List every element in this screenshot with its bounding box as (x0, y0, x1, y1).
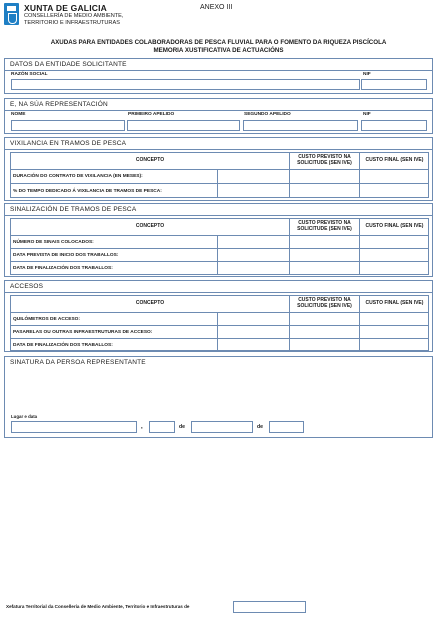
final-cost-header: CUSTO FINAL (SEN IVE) (359, 153, 429, 169)
day-field[interactable] (149, 421, 175, 433)
row-value-field[interactable] (217, 326, 289, 338)
final-cost-field[interactable] (359, 313, 429, 325)
representative-section-title: E, NA SÚA REPRESENTACIÓN (10, 101, 108, 108)
planned-cost-header: CUSTO PREVISTO NA SOLICITUDE (SEN IVE) (289, 153, 359, 169)
access-table (10, 295, 429, 351)
year-field[interactable] (269, 421, 304, 433)
de-separator: de (257, 424, 264, 430)
planned-cost-field[interactable] (289, 326, 359, 338)
access-section-title: ACCESOS (10, 283, 44, 290)
second-surname-field[interactable] (243, 120, 358, 131)
concept-header: CONCEPTO (135, 300, 165, 307)
row-value-field[interactable] (217, 236, 289, 248)
table-row (11, 338, 428, 351)
second-surname-label: SEGUNDO APELIDO (244, 112, 291, 117)
final-cost-header: CUSTO FINAL (SEN IVE) (359, 296, 429, 312)
final-cost-field[interactable] (359, 249, 429, 261)
company-name-field[interactable] (11, 79, 360, 90)
document-subtitle: MEMORIA XUSTIFICATIVA DE ACTUACIÓNS (153, 47, 284, 54)
row-label: PASARELAS OU OUTRAS INFRAESTRUTURAS DE ACCESO: (13, 329, 153, 335)
de-separator: de (179, 424, 186, 430)
signage-section-title: SINALIZACIÓN DE TRAMOS DE PESCA (10, 206, 137, 213)
row-label: DURACIÓN DO CONTRATO DE VIXILANCIA (EN MESES): (13, 174, 143, 179)
planned-cost-header: CUSTO PREVISTO NA SOLICITUDE (SEN IVE) (289, 219, 359, 235)
department-name (24, 13, 123, 26)
table-row (11, 312, 428, 325)
entity-nif-label: NIF (363, 72, 371, 77)
department-line-1: CONSELLERÍA DE MEDIO AMBIENTE, (24, 13, 124, 19)
xunta-logo-icon (4, 3, 19, 25)
row-value-field[interactable] (217, 184, 289, 198)
first-surname-field[interactable] (127, 120, 240, 131)
representative-section (4, 98, 433, 134)
vigilance-section (4, 137, 433, 201)
table-row (11, 235, 428, 248)
planned-cost-field[interactable] (289, 249, 359, 261)
comma-separator: , (141, 424, 143, 430)
vigilance-section-title: VIXILANCIA EN TRAMOS DE PESCA (10, 140, 127, 147)
row-label: DATA DE FINALIZACIÓN DOS TRABALLOS: (13, 342, 113, 348)
table-header-row (11, 219, 428, 235)
territorial-office-field[interactable] (233, 601, 306, 613)
concept-header: CONCEPTO (135, 223, 165, 230)
table-header-row (11, 296, 428, 312)
row-label: NÚMERO DE SINAIS COLOCADOS: (13, 239, 94, 245)
access-section (4, 280, 433, 352)
table-row (11, 183, 428, 198)
entity-nif-field[interactable] (361, 79, 427, 90)
row-value-field[interactable] (217, 170, 289, 183)
planned-cost-header: CUSTO PREVISTO NA SOLICITUDE (SEN IVE) (289, 296, 359, 312)
row-value-field[interactable] (217, 339, 289, 351)
annex-label: ANEXO III (200, 4, 233, 11)
section-divider (5, 292, 432, 293)
row-value-field[interactable] (217, 313, 289, 325)
section-divider (5, 215, 432, 216)
row-value-field[interactable] (217, 262, 289, 275)
place-field[interactable] (11, 421, 137, 433)
final-cost-header: CUSTO FINAL (SEN IVE) (359, 219, 429, 235)
final-cost-field[interactable] (359, 339, 429, 351)
final-cost-field[interactable] (359, 326, 429, 338)
document-title: AXUDAS PARA ENTIDADES COLABORADORAS DE PESCA FLUVIAL PARA O FOMENTO DA RIQUEZA PISCÍCOLA (50, 39, 387, 46)
final-cost-field[interactable] (359, 170, 429, 183)
row-value-field[interactable] (217, 249, 289, 261)
signage-table (10, 218, 429, 275)
signage-section (4, 203, 433, 277)
month-field[interactable] (191, 421, 253, 433)
representative-nif-label: NIF (363, 112, 371, 117)
first-name-field[interactable] (11, 120, 125, 131)
section-divider (5, 70, 432, 71)
entity-section (4, 58, 433, 94)
row-label: DATA PREVISTA DE INICIO DOS TRABALLOS: (13, 252, 119, 258)
first-name-label: NOME (11, 112, 26, 117)
final-cost-field[interactable] (359, 262, 429, 275)
brand-name: XUNTA DE GALICIA (24, 3, 108, 13)
planned-cost-field[interactable] (289, 170, 359, 183)
entity-section-title: DATOS DA ENTIDADE SOLICITANTE (10, 61, 127, 68)
first-surname-label: PRIMEIRO APELIDO (128, 112, 175, 117)
planned-cost-field[interactable] (289, 339, 359, 351)
signature-section (4, 356, 433, 438)
table-row (11, 169, 428, 183)
planned-cost-field[interactable] (289, 313, 359, 325)
concept-header: CONCEPTO (135, 157, 165, 164)
department-line-2: TERRITORIO E INFRAESTRUTURAS (24, 19, 120, 26)
final-cost-field[interactable] (359, 236, 429, 248)
row-label: % DO TEMPO DEDICADO Á VIXILANCIA DE TRAMOS DE PESCA: (13, 188, 162, 194)
section-divider (5, 110, 432, 111)
planned-cost-field[interactable] (289, 236, 359, 248)
section-divider (5, 149, 432, 150)
footer-text: Xefatura Territorial da Consellería de Medio Ambiente, Territorio e Infraestruturas de (6, 604, 190, 609)
signature-section-title: SINATURA DA PERSOA REPRESENTANTE (10, 359, 146, 366)
planned-cost-field[interactable] (289, 262, 359, 275)
representative-nif-field[interactable] (361, 120, 427, 131)
table-row (11, 261, 428, 275)
final-cost-field[interactable] (359, 184, 429, 198)
planned-cost-field[interactable] (289, 184, 359, 198)
table-header-row (11, 153, 428, 169)
row-label: QUILÓMETROS DE ACCESO: (13, 316, 80, 322)
vigilance-table (10, 152, 429, 198)
table-row (11, 325, 428, 338)
row-label: DATA DE FINALIZACIÓN DOS TRABALLOS: (13, 266, 113, 271)
table-row (11, 248, 428, 261)
company-name-label: RAZÓN SOCIAL (11, 72, 48, 77)
place-date-label: Lugar e data (11, 414, 38, 419)
